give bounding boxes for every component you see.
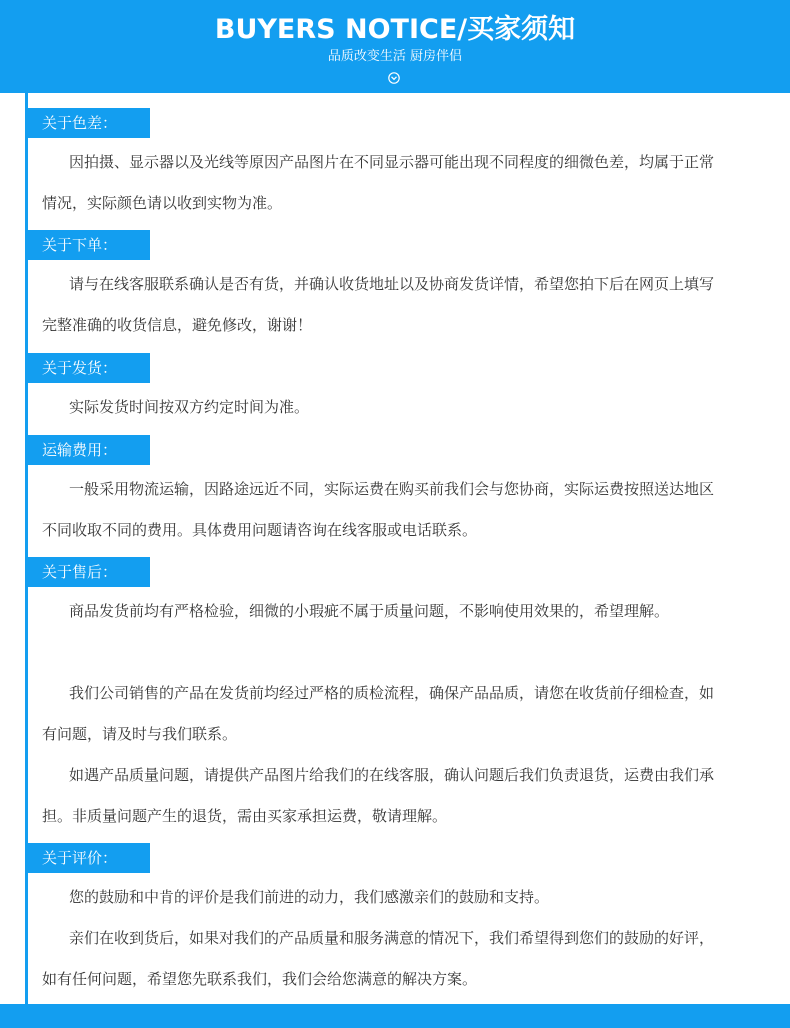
paragraph-shipping: 实际发货时间按双方约定时间为准。: [69, 398, 310, 416]
paragraph-reviews-2: 亲们在收到货后，如果对我们的产品质量和服务满意的情况下，我们希望得到您们的鼓励的好评，如有任何问题，希望您先联系我们，我们会给您满意的解决方案。: [42, 929, 715, 988]
page-title: BUYERS NOTICE/买家须知: [214, 14, 576, 45]
page-subtitle: 品质改变生活 厨房伴侣: [327, 49, 463, 64]
footer-bar: [0, 1004, 790, 1028]
section-title-shipping: 关于发货：: [28, 353, 150, 383]
paragraph-reviews-1: 您的鼓励和中肯的评价是我们前进的动力，我们感激亲们的鼓励和支持。: [69, 888, 550, 906]
paragraph-after-sales-3: 如遇产品质量问题，请提供产品图片给我们的在线客服，确认问题后我们负责退货，运费由我们承担。非质量问题产生的退货，需由买家承担运费，敬请理解。: [42, 766, 715, 825]
paragraph-after-sales-2: 我们公司销售的产品在发货前均经过严格的质检流程，确保产品品质，请您在收货前仔细检查，如有问题，请及时与我们联系。: [42, 684, 715, 743]
section-title-color-difference: 关于色差：: [28, 108, 150, 138]
section-title-reviews: 关于评价：: [28, 843, 150, 873]
chevron-down-circle-icon: [388, 72, 400, 84]
section-title-freight: 运输费用：: [28, 435, 150, 465]
section-title-ordering: 关于下单：: [28, 230, 150, 260]
paragraph-color-difference: 因拍摄、显示器以及光线等原因产品图片在不同显示器可能出现不同程度的细微色差，均属于正常情况，实际颜色请以收到实物为准。: [42, 153, 715, 212]
section-title-after-sales: 关于售后：: [28, 557, 150, 587]
paragraph-ordering: 请与在线客服联系确认是否有货，并确认收货地址以及协商发货详情，希望您拍下后在网页上填写完整准确的收货信息，避免修改，谢谢！: [42, 275, 715, 334]
paragraph-freight: 一般采用物流运输，因路途远近不同，实际运费在购买前我们会与您协商，实际运费按照送达地区不同收取不同的费用。具体费用问题请咨询在线客服或电话联系。: [42, 480, 715, 539]
page-header: [0, 0, 790, 93]
paragraph-after-sales-1: 商品发货前均有严格检验，细微的小瑕疵不属于质量问题，不影响使用效果的，希望理解。: [69, 602, 670, 620]
